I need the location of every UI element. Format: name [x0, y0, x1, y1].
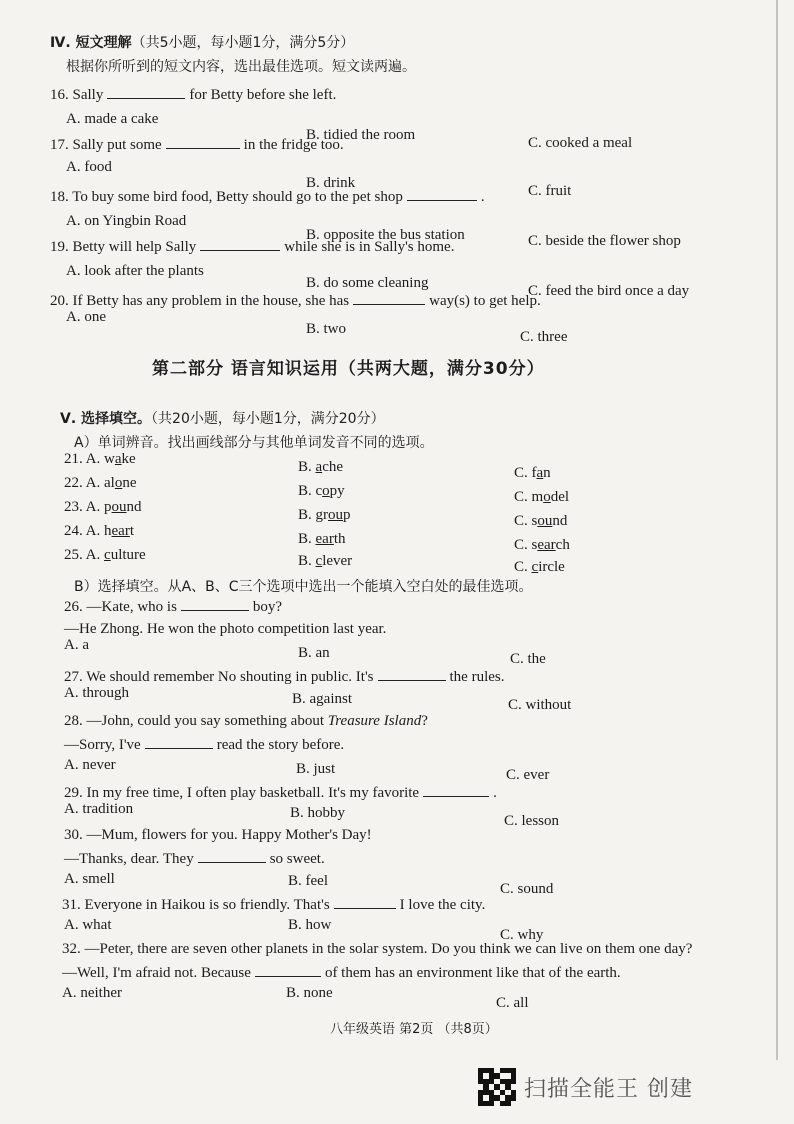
q26-option-a[interactable]: A. a — [64, 637, 89, 653]
phonics-21-option-c[interactable]: C. fan — [514, 465, 551, 481]
q18-option-a[interactable]: A. on Yingbin Road — [66, 213, 187, 229]
q26-response: —He Zhong. He won the photo competition last year. — [64, 621, 387, 637]
section5-sub-b: B）选择填空。从A、B、C三个选项中选出一个能填入空白处的最佳选项。 — [74, 579, 533, 595]
q28-stem: 28. —John, could you say something about Treasure Island? — [64, 713, 428, 729]
q27-option-b[interactable]: B. against — [292, 691, 352, 707]
section5-heading: Ⅴ. 选择填空。（共20小题，每小题1分，满分20分） — [60, 411, 385, 427]
part2-heading: 第二部分 语言知识运用（共两大题，满分30分） — [152, 359, 545, 379]
phonics-21-option-b[interactable]: B. ache — [298, 459, 344, 475]
q17-option-c[interactable]: C. fruit — [528, 183, 572, 199]
q29-option-b[interactable]: B. hobby — [290, 805, 346, 821]
q28-response: —Sorry, I've read the story before. — [64, 734, 344, 754]
q20-option-c[interactable]: C. three — [520, 329, 568, 345]
phonics-23-option-b[interactable]: B. group — [298, 507, 351, 523]
phonics-25-option-b[interactable]: B. clever — [298, 553, 353, 569]
q31-option-b[interactable]: B. how — [288, 917, 332, 933]
q26-stem: 26. —Kate, who is boy? — [64, 596, 282, 616]
phonics-24-option-c[interactable]: C. search — [514, 537, 570, 553]
q30-option-c[interactable]: C. sound — [500, 881, 554, 897]
q31-option-a[interactable]: A. what — [64, 917, 112, 933]
qr-code-icon — [478, 1068, 516, 1106]
q19-stem: 19. Betty will help Sally while she is in Sally's home. — [50, 236, 454, 256]
phonics-23-option-a[interactable]: 23. A. pound — [64, 499, 142, 515]
phonics-22-option-b[interactable]: B. copy — [298, 483, 345, 499]
q18-option-c[interactable]: C. beside the flower shop — [528, 233, 681, 249]
phonics-24-option-b[interactable]: B. earth — [298, 531, 346, 547]
q20-option-b[interactable]: B. two — [306, 321, 347, 337]
q28-option-b[interactable]: B. just — [296, 761, 336, 777]
watermark-text: 扫描全能王 创建 — [524, 1076, 693, 1102]
q28-option-a[interactable]: A. never — [64, 757, 116, 773]
q18-option-b[interactable]: B. opposite the bus station — [306, 227, 465, 243]
section5-sub-a: A）单词辨音。找出画线部分与其他单词发音不同的选项。 — [74, 435, 434, 451]
q28-option-c[interactable]: C. ever — [506, 767, 550, 783]
q30-response: —Thanks, dear. They so sweet. — [64, 848, 325, 868]
q20-stem: 20. If Betty has any problem in the house, she has way(s) to get help. — [50, 290, 541, 310]
q16-option-b[interactable]: B. tidied the room — [306, 127, 416, 143]
q16-option-a[interactable]: A. made a cake — [66, 111, 159, 127]
q31-option-c[interactable]: C. why — [500, 927, 544, 943]
phonics-25-option-a[interactable]: 25. A. culture — [64, 547, 146, 563]
q17-option-b[interactable]: B. drink — [306, 175, 356, 191]
phonics-23-option-c[interactable]: C. sound — [514, 513, 568, 529]
q26-option-c[interactable]: C. the — [510, 651, 546, 667]
q16-stem: 16. Sally for Betty before she left. — [50, 84, 336, 104]
q29-option-c[interactable]: C. lesson — [504, 813, 560, 829]
q18-stem: 18. To buy some bird food, Betty should go to the pet shop . — [50, 186, 485, 206]
q29-option-a[interactable]: A. tradition — [64, 801, 134, 817]
binding-line — [776, 0, 778, 1060]
phonics-22-option-c[interactable]: C. model — [514, 489, 570, 505]
section4-heading: Ⅳ. 短文理解（共5小题，每小题1分，满分5分） — [50, 35, 355, 51]
q17-option-a[interactable]: A. food — [66, 159, 112, 175]
q32-option-a[interactable]: A. neither — [62, 985, 122, 1001]
q30-option-b[interactable]: B. feel — [288, 873, 328, 889]
q20-option-a[interactable]: A. one — [66, 309, 106, 325]
phonics-25-option-c[interactable]: C. circle — [514, 559, 565, 575]
q32-response: —Well, I'm afraid not. Because of them has an environment like that of the earth. — [62, 962, 621, 982]
q30-option-a[interactable]: A. smell — [64, 871, 115, 887]
phonics-22-option-a[interactable]: 22. A. alone — [64, 475, 137, 491]
q19-option-c[interactable]: C. feed the bird once a day — [528, 283, 690, 299]
q30-stem: 30. —Mum, flowers for you. Happy Mother's Day! — [64, 827, 372, 843]
q19-option-a[interactable]: A. look after the plants — [66, 263, 204, 279]
q32-option-b[interactable]: B. none — [286, 985, 333, 1001]
page-footer: 八年级英语 第2页 （共8页） — [330, 1022, 498, 1037]
q17-stem: 17. Sally put some in the fridge too. — [50, 134, 344, 154]
q29-stem: 29. In my free time, I often play basketball. It's my favorite . — [64, 782, 497, 802]
q19-option-b[interactable]: B. do some cleaning — [306, 275, 429, 291]
q32-option-c[interactable]: C. all — [496, 995, 529, 1011]
q16-option-c[interactable]: C. cooked a meal — [528, 135, 633, 151]
q27-stem: 27. We should remember No shouting in public. It's the rules. — [64, 666, 505, 686]
scanner-watermark — [478, 1068, 693, 1106]
phonics-21-option-a[interactable]: 21. A. wake — [64, 451, 136, 467]
section4-instruction: 根据你所听到的短文内容，选出最佳选项。短文读两遍。 — [66, 59, 416, 75]
q27-option-a[interactable]: A. through — [64, 685, 129, 701]
q32-stem: 32. —Peter, there are seven other planets in the solar system. Do you think we can live on them one day? — [62, 941, 693, 957]
q26-option-b[interactable]: B. an — [298, 645, 330, 661]
phonics-24-option-a[interactable]: 24. A. heart — [64, 523, 134, 539]
q31-stem: 31. Everyone in Haikou is so friendly. That's I love the city. — [62, 894, 485, 914]
q27-option-c[interactable]: C. without — [508, 697, 572, 713]
